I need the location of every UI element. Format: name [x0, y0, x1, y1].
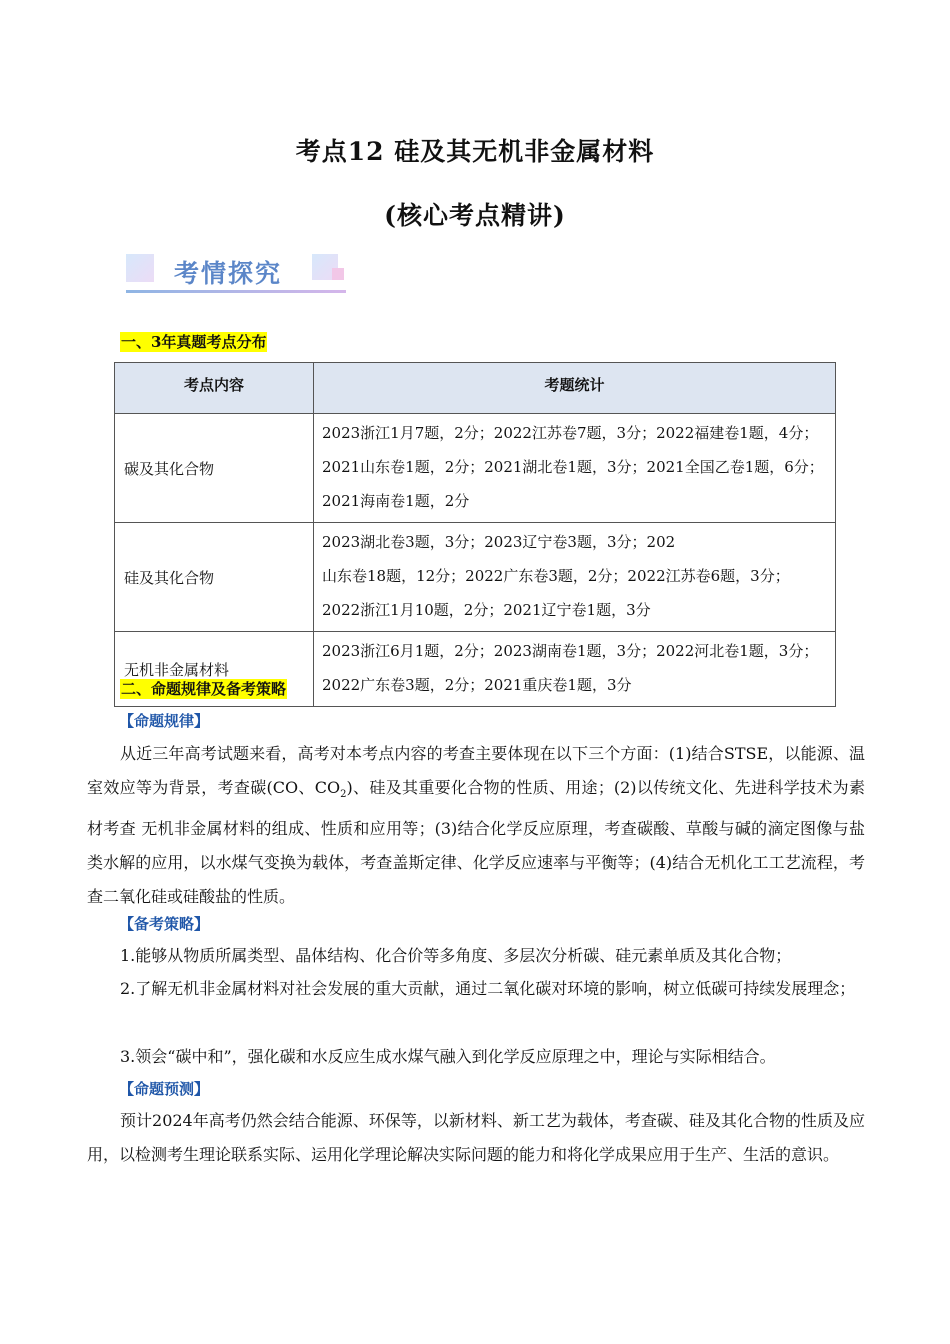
- table-cell-stats: 2023浙江1月7题，2分；2022江苏卷7题，3分；2022福建卷1题，4分；2021山东卷1题，2分；2021湖北卷1题，3分；2021全国乙卷1题，6分；2021海南卷1题，2分: [314, 414, 836, 523]
- stats-line: 2023湖北卷3题，3分；2023辽宁卷3题，3分；202: [322, 533, 676, 551]
- banner-label: 考情探究: [174, 259, 283, 288]
- banner-underline: [126, 290, 346, 293]
- banner-decoration-left: [126, 254, 154, 282]
- exam-distribution-table: [114, 362, 836, 707]
- table-cell-topic: 硅及其化合物: [115, 523, 314, 632]
- rules-heading: 【命题规律】: [119, 712, 210, 730]
- section2-heading: 二、命题规律及备考策略: [121, 680, 287, 698]
- table-header: 考点内容: [115, 363, 314, 414]
- page-title: 考点12 硅及其无机非金属材料: [295, 137, 655, 166]
- stats-line: 山东卷18题，12分；2022广东卷3题，2分；2022江苏卷6题，3分；2022浙江1月10题，2分；2021辽宁卷1题，3分: [322, 567, 790, 619]
- page-subtitle: (核心考点精讲): [384, 201, 566, 230]
- subscript: 2: [340, 789, 347, 801]
- section1-heading: 一、3年真题考点分布: [121, 333, 267, 351]
- table-row: [115, 523, 836, 632]
- forecast-paragraph: 预计2024年高考仍然会结合能源、环保等，以新材料、新工艺为载体，考查碳、硅及其化合物的性质及应用，以检测考生理论联系实际、运用化学理论解决实际问题的能力和将化学成果应用于生产、生活的意识。: [87, 1111, 865, 1164]
- rules-text-b: )、硅及其重要化合物的性质、用途；(2)以传统文化、先进科学技术为素材考查 无机非金属材料的组成、性质和应用等；(3)结合化学反应原理，考查碳酸、草酸与碱的滴定图像与盐类水解的应用，以水煤气变换为载体，考查盖斯定律、化学反应速率与平衡等；(4)结合无机化工工艺流程，考查二氧化硅或硅酸盐的性质。: [87, 778, 865, 907]
- table-row: [115, 414, 836, 523]
- table-header-row: [115, 363, 836, 414]
- table-cell-topic: 碳及其化合物: [115, 414, 314, 523]
- rules-paragraph: [87, 737, 865, 914]
- table-header: 考题统计: [314, 363, 836, 414]
- section-banner: [122, 248, 346, 296]
- forecast-heading: 【命题预测】: [119, 1080, 210, 1098]
- table-cell-stats: 2023浙江6月1题，2分；2023湖南卷1题，3分；2022河北卷1题，3分；2022广东卷3题，2分；2021重庆卷1题，3分: [314, 632, 836, 707]
- strategy-item-1: 1.能够从物质所属类型、晶体结构、化合价等多角度、多层次分析碳、硅元素单质及其化合物；: [120, 946, 792, 965]
- strategy-item-3: 3.领会“碳中和”，强化碳和水反应生成水煤气融入到化学反应原理之中，理论与实际相结合。: [120, 1047, 776, 1066]
- strategy-heading: 【备考策略】: [119, 915, 210, 933]
- rules-text-a: 从近三年高考试题来看，高考对本考点内容的考查主要体现在以下三个方面：(1)结合STSE，以能源、温室效应等为背景，考查碳(CO、CO: [87, 744, 865, 797]
- table-cell-topic: 无机非金属材料: [115, 632, 314, 707]
- strategy-item-2: 2.了解无机非金属材料对社会发展的重大贡献，通过二氧化碳对环境的影响，树立低碳可持续发展理念；: [120, 979, 856, 998]
- banner-decoration-accent: [332, 268, 344, 280]
- table-cell-stats: [314, 523, 836, 632]
